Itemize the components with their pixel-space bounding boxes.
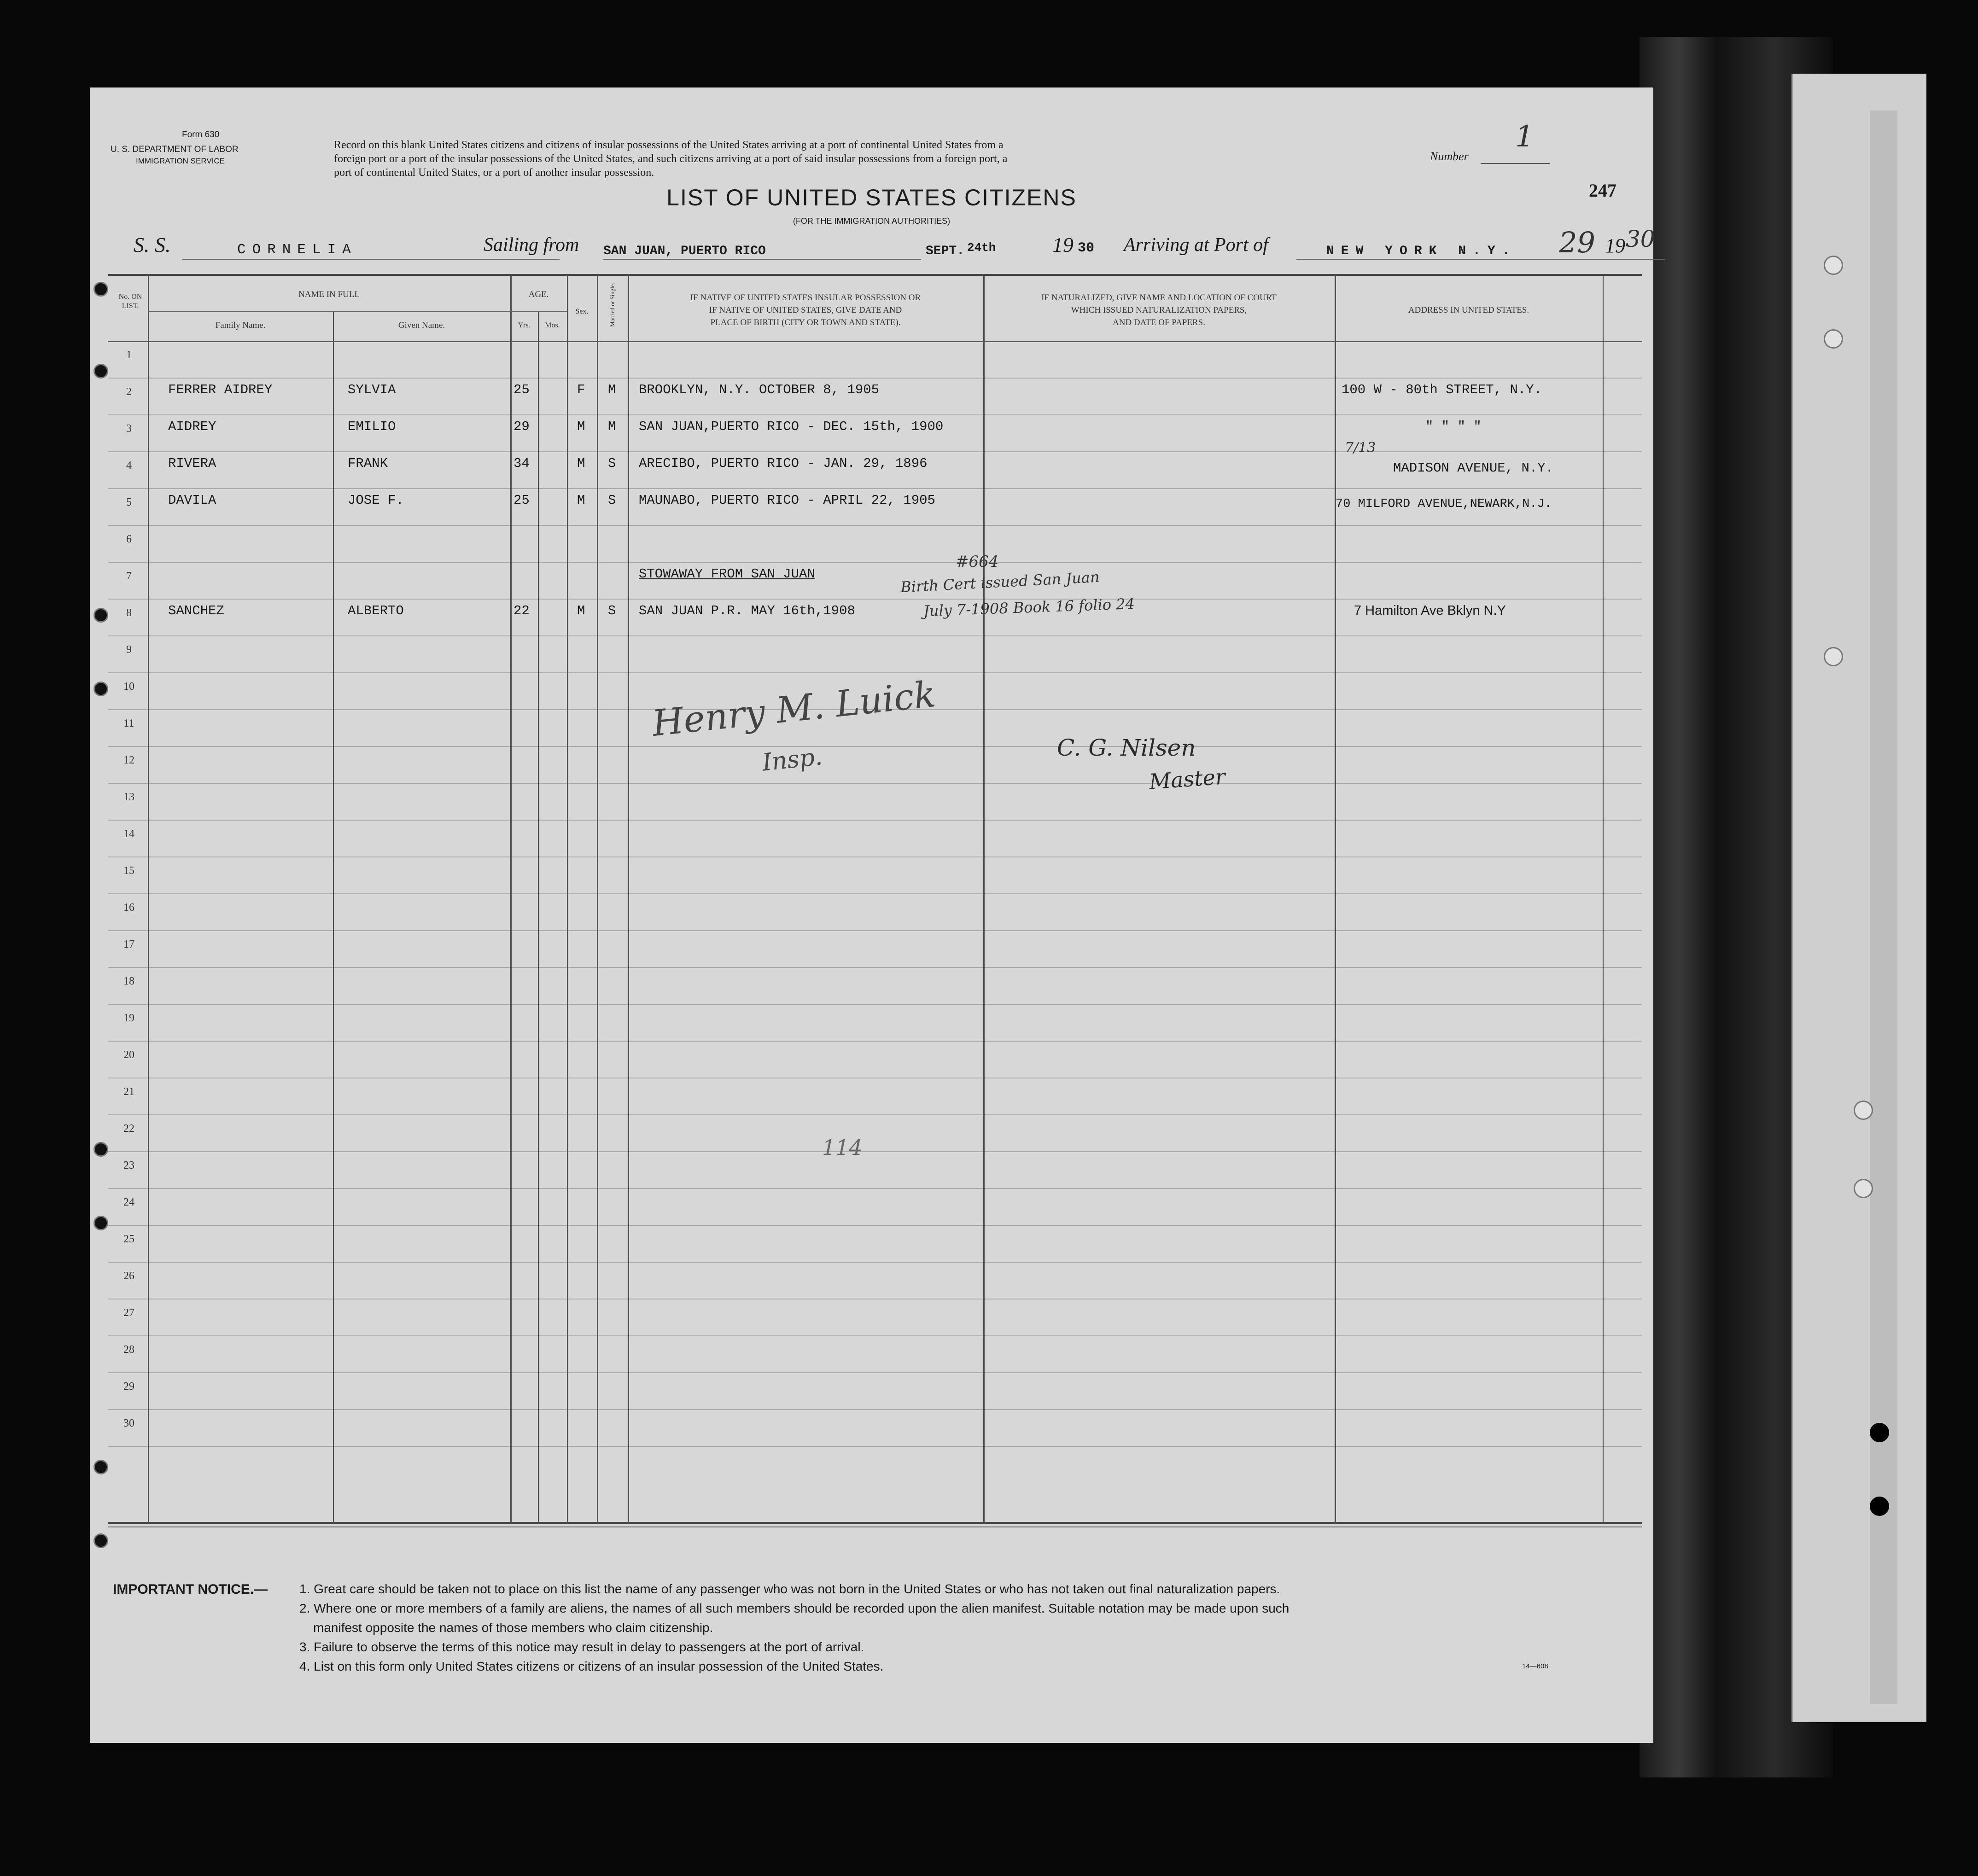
stowaway-sex: M [577,603,585,618]
ship-name: CORNELIA [237,242,357,258]
passenger-family-name: AIDREY [168,419,216,434]
passenger-birth: ARECIBO, PUERTO RICO - JAN. 29, 1896 [639,456,928,471]
ship-name-line [182,259,560,260]
passenger-sex: M [577,456,585,471]
punch-hole [1854,1101,1873,1120]
row-number: 29 [123,1381,134,1392]
passenger-address: MADISON AVENUE, N.Y. [1393,460,1554,476]
row-rule [108,1225,1642,1226]
stowaway-given-name: ALBERTO [348,603,404,618]
sailing-from-line [603,259,921,260]
col-header-naturalized-1: IF NATURALIZED, GIVE NAME AND LOCATION OF COURT [1041,293,1277,303]
age-subheader-line [510,311,567,312]
row-rule [108,414,1642,415]
arriving-line [1296,259,1665,260]
address-annotation: 7/13 [1345,440,1376,456]
handwritten-court-note-2: July 7-1908 Book 16 folio 24 [923,595,1135,620]
row-rule [108,1041,1642,1042]
stowaway-birth: SAN JUAN P.R. MAY 16th,1908 [639,603,855,618]
passenger-given-name: SYLVIA [348,382,396,397]
row-number: 14 [123,828,134,840]
row-rule [108,1335,1642,1336]
stowaway-family-name: SANCHEZ [168,603,224,618]
row-rule [108,1372,1642,1373]
notice-item-2b: manifest opposite the names of those members who claim citizenship. [313,1620,713,1635]
row-number: 13 [123,791,134,803]
row-number: 2 [126,386,132,398]
sail-month: SEPT. [926,244,965,258]
row-rule [108,1114,1642,1115]
row-rule [108,1446,1642,1447]
print-code: 14—608 [1522,1662,1548,1670]
passenger-birth: SAN JUAN,PUERTO RICO - DEC. 15th, 1900 [639,419,944,434]
row-number: 21 [123,1086,134,1098]
row-number: 3 [126,423,132,435]
passenger-birth: MAUNABO, PUERTO RICO - APRIL 22, 1905 [639,493,935,508]
stowaway-heading: STOWAWAY FROM SAN JUAN [639,566,815,582]
passenger-marital-status: S [608,493,616,508]
binder-hole [93,1460,108,1474]
col-divider [148,274,149,1523]
row-number: 23 [123,1159,134,1171]
row-number: 11 [123,717,134,729]
passenger-sex: F [577,382,585,397]
sail-year-prefix: 19 [1052,233,1074,256]
attached-paper-strip [1791,74,1926,1722]
row-rule [108,1409,1642,1410]
passenger-family-name: RIVERA [168,456,216,471]
passenger-age: 29 [513,419,530,434]
col-divider [1603,274,1604,1523]
arrive-day: 29 [1559,226,1595,259]
binder-hole [93,364,108,379]
arriving-port: NEW YORK N.Y. [1326,244,1517,258]
table-header-border [108,341,1642,342]
inspector-title: Insp. [761,743,824,777]
passenger-given-name: FRANK [348,456,388,471]
row-number: 6 [126,533,132,545]
row-number: 1 [126,349,132,361]
passenger-sex: M [577,419,585,434]
form-subtitle: (FOR THE IMMIGRATION AUTHORITIES) [793,216,951,226]
passenger-marital-status: S [608,456,616,471]
binder-hole [93,1142,108,1157]
form-number: Form 630 [182,130,220,140]
row-rule [108,967,1642,968]
row-rule [108,1151,1642,1152]
passenger-marital-status: M [608,382,616,397]
row-number: 15 [123,865,134,877]
passenger-family-name: DAVILA [168,493,216,508]
col-header-birth-1: IF NATIVE OF UNITED STATES INSULAR POSSESSION OR [690,293,921,303]
record-note-line-2: foreign port or a port of the insular possessions of the United States, and such citizens arriving at a port of said insular possessions from a foreign port, a [334,153,1008,165]
ss-label: S. S. [134,233,171,256]
master-signature: C. G. Nilsen [1057,734,1196,761]
number-label: Number [1430,150,1469,163]
arriving-label: Arriving at Port of [1124,234,1268,256]
row-number: 27 [123,1307,134,1319]
col-divider [510,274,512,1523]
col-divider [1335,274,1336,1523]
page-number: 247 [1589,180,1616,201]
master-title: Master [1148,764,1226,794]
row-rule [108,1004,1642,1005]
col-header-name-in-full: NAME IN FULL [298,290,360,299]
punch-hole [1824,256,1843,275]
manifest-page [90,87,1653,1743]
stowaway-address: 7 Hamilton Ave Bklyn N.Y [1354,603,1506,618]
passenger-given-name: EMILIO [348,419,396,434]
row-number: 4 [126,460,132,472]
row-rule [108,856,1642,857]
notice-item-4: 4. List on this form only United States citizens or citizens of an insular possession of the United States. [299,1659,884,1673]
row-rule [108,451,1642,452]
row-number: 7 [126,570,132,582]
stowaway-age: 22 [513,603,530,618]
col-header-age: AGE. [528,290,549,299]
row-rule [108,1188,1642,1189]
sail-year: 30 [1078,240,1095,256]
row-number: 22 [123,1123,134,1135]
notice-label: IMPORTANT NOTICE.— [113,1582,268,1597]
binder-hole [93,1216,108,1230]
col-header-sex: Sex. [575,308,589,315]
row-rule [108,525,1642,526]
row-rule [108,599,1642,600]
passenger-age: 34 [513,456,530,471]
row-number: 9 [126,644,132,656]
row-number: 25 [123,1233,134,1245]
passenger-family-name: FERRER AIDREY [168,382,273,397]
service: IMMIGRATION SERVICE [136,157,225,165]
row-rule [108,1262,1642,1263]
row-rule [108,672,1642,673]
col-header-mos: Mos. [545,321,560,329]
passenger-address: " " " " [1425,419,1482,434]
record-note-line-3: port of continental United States, or a port of another insular possession. [334,167,654,179]
passenger-given-name: JOSE F. [348,493,404,508]
form-title: LIST OF UNITED STATES CITIZENS [666,185,1077,210]
row-number: 20 [123,1049,134,1061]
handwritten-court-note-1: Birth Cert issued San Juan [900,568,1100,596]
row-number: 10 [123,681,134,693]
department: U. S. DEPARTMENT OF LABOR [111,145,239,154]
row-number: 8 [126,607,132,619]
sail-day: 24th [967,241,996,255]
row-rule [108,930,1642,931]
col-header-birth-3: PLACE OF BIRTH (CITY OR TOWN AND STATE). [710,318,901,327]
row-rule [108,488,1642,489]
passenger-age: 25 [513,493,530,508]
passenger-address: 70 MILFORD AVENUE,NEWARK,N.J. [1336,497,1552,511]
row-number: 18 [123,975,134,987]
row-number: 5 [126,496,132,508]
passenger-sex: M [577,493,585,508]
col-divider [983,274,985,1523]
col-header-naturalized-3: AND DATE OF PAPERS. [1113,318,1205,327]
row-rule [108,746,1642,747]
col-header-no: No. ON LIST. [118,293,142,310]
punch-hole [1854,1179,1873,1198]
binder-hole [93,682,108,696]
name-subheader-line [148,311,510,312]
col-divider [628,274,629,1523]
table-bottom-border-2 [108,1526,1642,1527]
table-top-border [108,274,1642,276]
punch-hole [1824,647,1843,666]
inspector-signature: Henry M. Luick [650,673,938,745]
table-bottom-border [108,1522,1642,1524]
binder-hole [93,282,108,297]
row-rule [108,635,1642,636]
row-number: 19 [123,1012,134,1024]
col-header-given-name: Given Name. [398,320,445,330]
row-rule [108,378,1642,379]
row-rule [108,820,1642,821]
row-rule [108,783,1642,784]
binder-hole [93,608,108,623]
page-mark: 114 [822,1135,863,1160]
col-divider [333,311,334,1523]
row-rule [108,562,1642,563]
row-rule [108,893,1642,894]
row-number: 17 [123,938,134,950]
col-header-address: ADDRESS IN UNITED STATES. [1408,305,1529,315]
notice-item-3: 3. Failure to observe the terms of this notice may result in delay to passengers at the port of arrival. [299,1640,864,1654]
col-divider [538,311,539,1523]
arrive-year-prefix: 19 [1605,234,1625,257]
stowaway-marital-status: S [608,603,616,618]
notice-item-2a: 2. Where one or more members of a family are aliens, the names of all such members should be recorded upon the alien manifest. Suitable notation may be made upon such [299,1601,1289,1615]
col-header-birth-2: IF NATIVE OF UNITED STATES, GIVE DATE AND [709,305,902,315]
row-number: 12 [123,754,134,766]
col-divider [567,274,568,1523]
row-number: 28 [123,1344,134,1356]
passenger-age: 25 [513,382,530,397]
passenger-birth: BROOKLYN, N.Y. OCTOBER 8, 1905 [639,382,880,397]
passenger-marital-status: M [608,419,616,434]
row-number: 16 [123,902,134,914]
col-header-naturalized-2: WHICH ISSUED NATURALIZATION PAPERS, [1071,305,1247,315]
number-value: 1 [1515,120,1534,154]
passenger-address: 100 W - 80th STREET, N.Y. [1342,382,1542,397]
col-header-family-name: Family Name. [215,320,266,330]
row-number: 24 [123,1196,134,1208]
row-number: 30 [123,1417,134,1429]
attached-paper-strip-back [1870,111,1897,1704]
punch-hole [1824,329,1843,349]
arrive-year: 30 [1626,226,1655,252]
col-header-married-single: Married or Single. [609,283,616,327]
sailing-from-label: Sailing from [484,234,579,256]
record-note-line-1: Record on this blank United States citizens and citizens of insular possessions of the United States arriving at a port of continental United States from a [334,139,1004,151]
handwritten-ref-number: #664 [956,553,999,571]
col-header-yrs: Yrs. [518,321,531,329]
punch-hole [1870,1497,1889,1516]
binder-hole [93,1533,108,1548]
row-number: 26 [123,1270,134,1282]
sailing-from: SAN JUAN, PUERTO RICO [603,244,766,258]
col-divider [597,274,598,1523]
notice-item-1: 1. Great care should be taken not to place on this list the name of any passenger who was not born in the United States or who has not taken out final naturalization papers. [299,1582,1280,1596]
punch-hole [1870,1423,1889,1442]
